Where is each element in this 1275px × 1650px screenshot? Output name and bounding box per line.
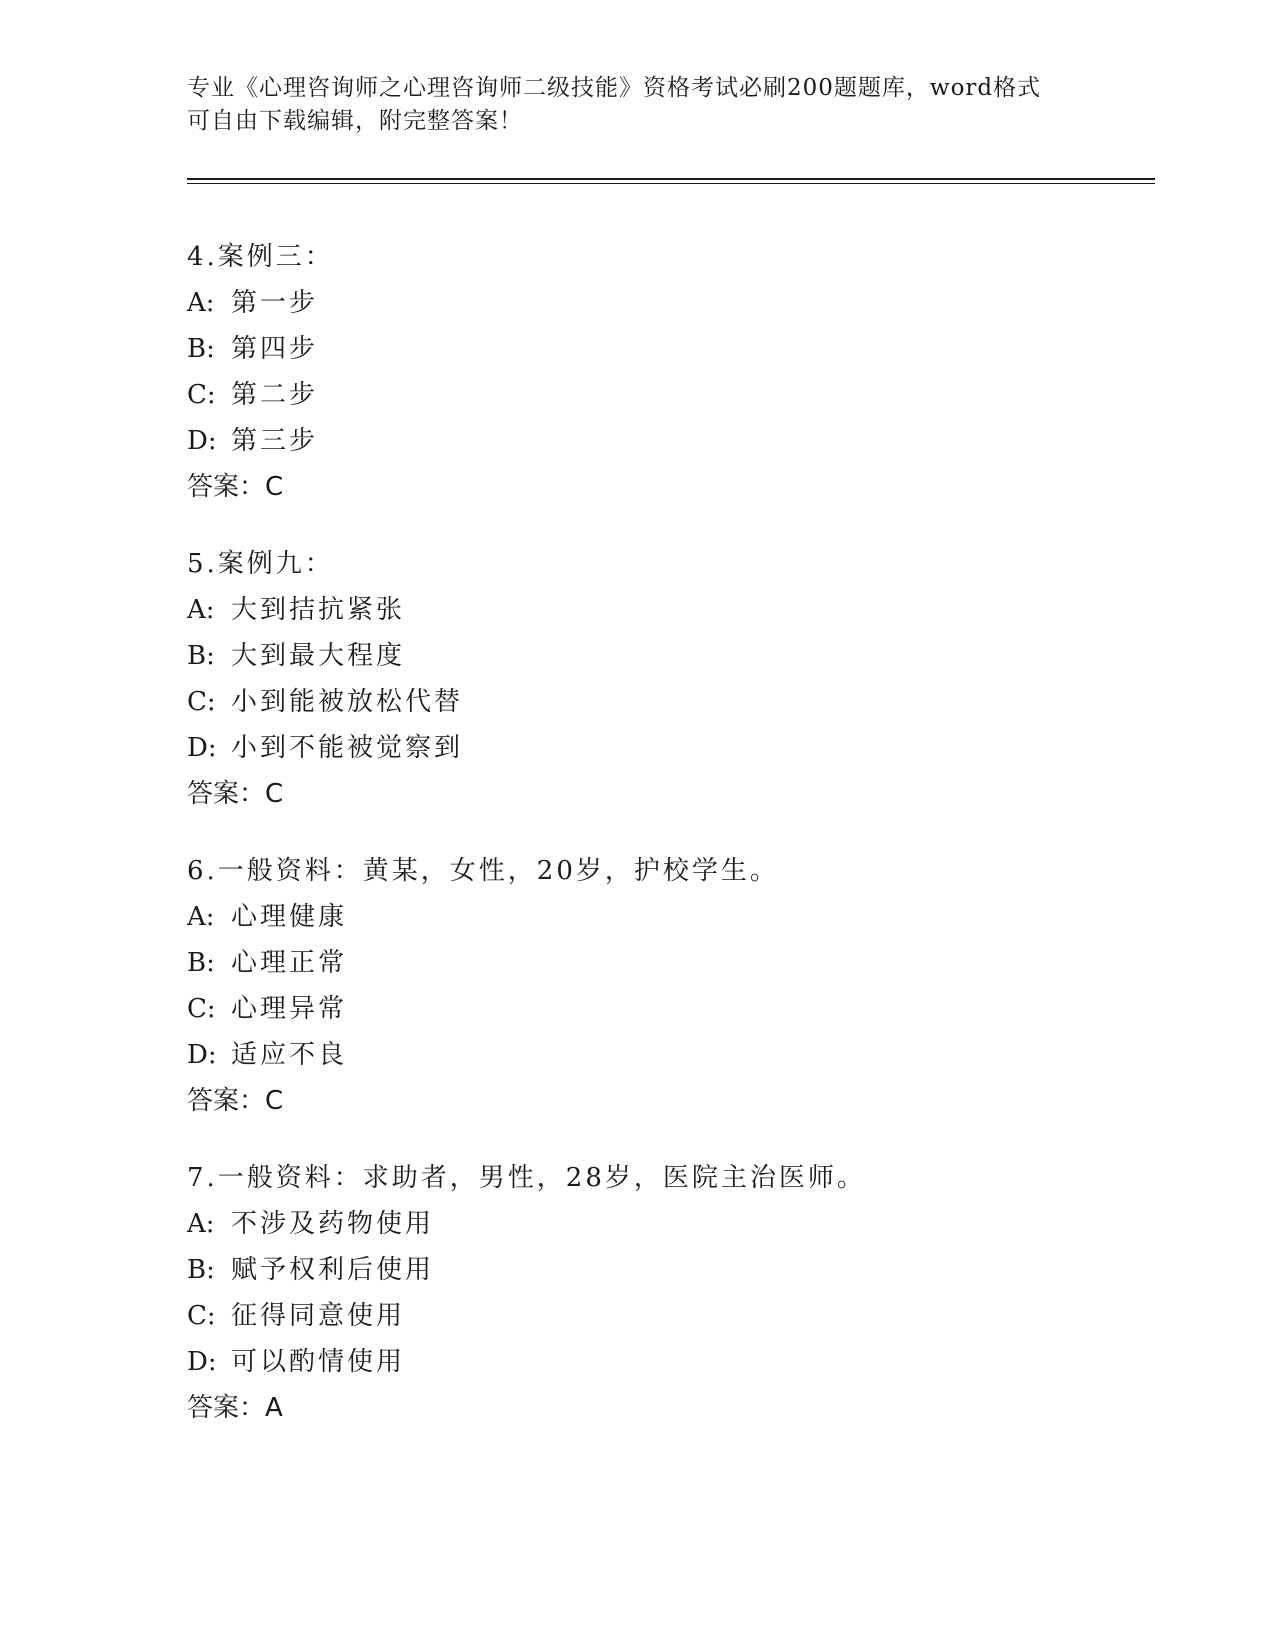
option-label: C: (187, 994, 216, 1024)
option-text: 大到最大程度 (231, 641, 406, 671)
option-b (187, 633, 1147, 679)
option-label: A: (187, 288, 215, 318)
option-b (187, 326, 1147, 372)
option-c (187, 1293, 1147, 1339)
answer-line: 答案：A (187, 1393, 283, 1423)
answer-line: 答案：C (187, 1086, 284, 1116)
option-c (187, 372, 1147, 418)
option-text: 征得同意使用 (231, 1301, 406, 1331)
option-label: D: (187, 1347, 217, 1377)
option-text: 大到拮抗紧张 (231, 595, 406, 625)
option-c (187, 679, 1147, 725)
option-label: C: (187, 687, 216, 717)
option-d (187, 1032, 1147, 1078)
answer-line: 答案：C (187, 779, 284, 809)
question-5 (187, 541, 1147, 817)
question-list (187, 234, 1147, 1462)
header-line-2: 可自由下载编辑，附完整答案！ (187, 108, 523, 134)
option-label: D: (187, 426, 217, 456)
document-header (187, 72, 1087, 138)
divider-line-thin (187, 183, 1155, 184)
question-stem: 5.案例九： (187, 549, 334, 579)
option-label: A: (187, 902, 215, 932)
option-c (187, 986, 1147, 1032)
option-a (187, 1201, 1147, 1247)
question-stem: 6.一般资料：黄某，女性，20岁，护校学生。 (187, 856, 779, 886)
question-6 (187, 848, 1147, 1124)
divider-line-thick (187, 178, 1155, 180)
option-label: A: (187, 595, 215, 625)
option-label: B: (187, 334, 215, 364)
option-b (187, 1247, 1147, 1293)
option-label: B: (187, 948, 215, 978)
option-label: C: (187, 1301, 216, 1331)
question-7 (187, 1155, 1147, 1431)
option-text: 第二步 (231, 380, 319, 410)
option-d (187, 725, 1147, 771)
option-label: B: (187, 1255, 215, 1285)
option-text: 心理正常 (231, 948, 348, 978)
option-text: 适应不良 (231, 1040, 348, 1070)
option-text: 第一步 (231, 288, 319, 318)
option-text: 第四步 (231, 334, 319, 364)
option-b (187, 940, 1147, 986)
option-text: 小到能被放松代替 (231, 687, 464, 717)
option-d (187, 418, 1147, 464)
option-a (187, 280, 1147, 326)
option-text: 第三步 (231, 426, 319, 456)
question-stem: 4.案例三： (187, 242, 334, 272)
option-text: 可以酌情使用 (231, 1347, 406, 1377)
option-label: B: (187, 641, 215, 671)
option-text: 心理健康 (231, 902, 348, 932)
option-text: 赋予权利后使用 (231, 1255, 435, 1285)
header-divider (187, 178, 1155, 183)
header-line-1: 专业《心理咨询师之心理咨询师二级技能》资格考试必刷200题题库，word格式 (187, 75, 1042, 101)
option-label: D: (187, 1040, 217, 1070)
answer-line: 答案：C (187, 472, 284, 502)
option-text: 不涉及药物使用 (231, 1209, 435, 1239)
option-text: 小到不能被觉察到 (231, 733, 464, 763)
question-4 (187, 234, 1147, 510)
option-label: A: (187, 1209, 215, 1239)
option-text: 心理异常 (231, 994, 348, 1024)
question-stem: 7.一般资料：求助者，男性，28岁，医院主治医师。 (187, 1163, 866, 1193)
option-label: C: (187, 380, 216, 410)
option-a (187, 587, 1147, 633)
option-a (187, 894, 1147, 940)
option-d (187, 1339, 1147, 1385)
option-label: D: (187, 733, 217, 763)
